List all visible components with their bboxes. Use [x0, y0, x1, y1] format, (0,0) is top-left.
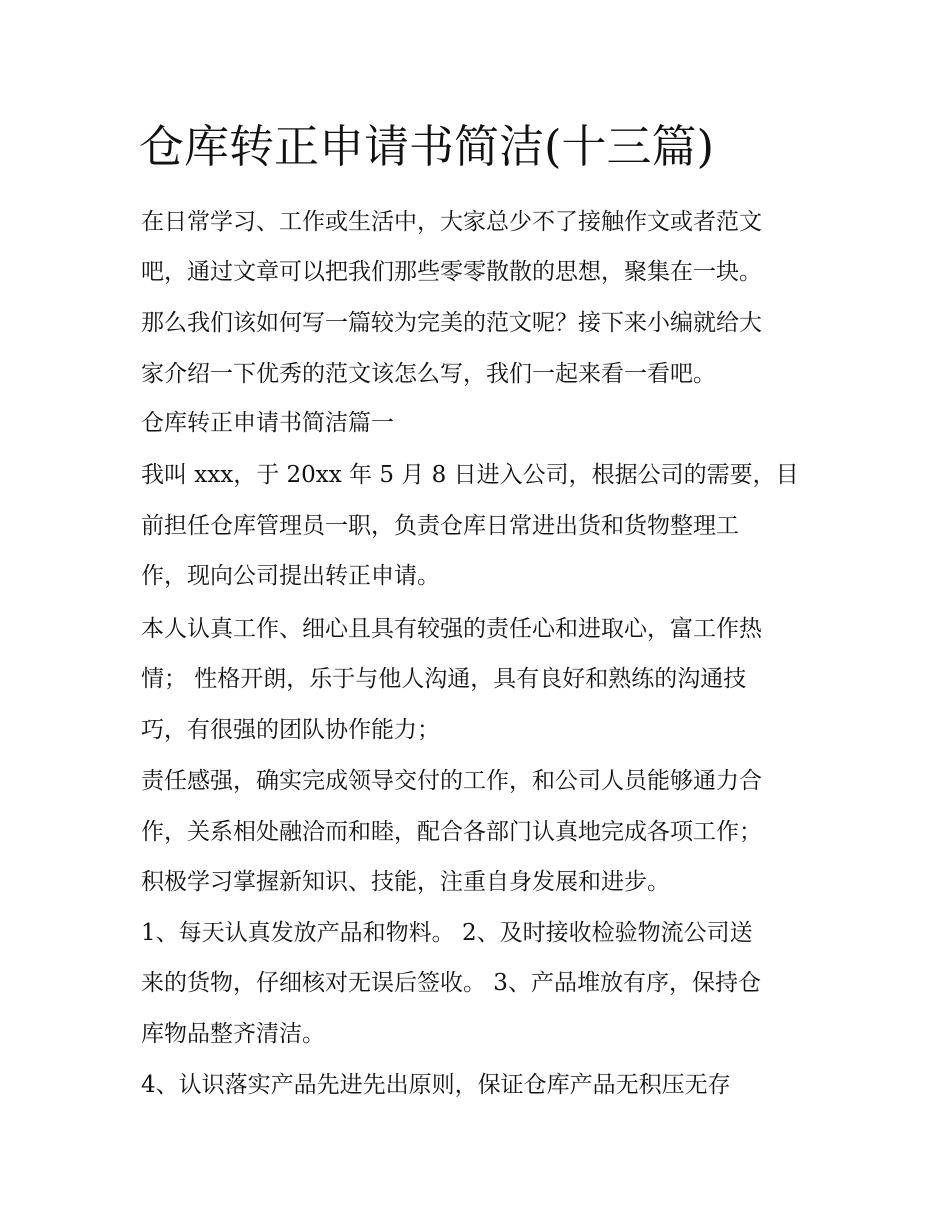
- intro-line-2: 吧，通过文章可以把我们那些零零散散的思想，聚集在一块。: [141, 259, 762, 285]
- paragraph-1-line-1: 我叫 xxx，于 20xx 年 5 月 8 日进入公司，根据公司的需要，目: [141, 462, 799, 488]
- paragraph-1-line-2: 前担任仓库管理员一职，负责仓库日常进出货和货物整理工: [141, 513, 739, 539]
- paragraph-3-line-1: 责任感强，确实完成领导交付的工作，和公司人员能够通力合: [141, 768, 762, 794]
- intro-line-4: 家介绍一下优秀的范文该怎么写，我们一起来看一看吧。: [141, 361, 716, 387]
- task-list-line-2: 来的货物，仔细核对无误后签收。 3、产品堆放有序，保持仓: [141, 970, 761, 996]
- task-list-line-4: 4、认识落实产品先进先出原则，保证仓库产品无积压无存: [141, 1072, 731, 1098]
- paragraph-2-line-2: 情； 性格开朗，乐于与他人沟通，具有良好和熟练的沟通技: [141, 666, 747, 692]
- paragraph-1-line-3: 作，现向公司提出转正申请。: [141, 563, 440, 589]
- task-list-line-3: 库物品整齐清洁。: [141, 1021, 325, 1047]
- intro-line-3: 那么我们该如何写一篇较为完美的范文呢？接下来小编就给大: [141, 310, 762, 336]
- document-title: 仓库转正申请书简洁(十三篇): [139, 120, 715, 173]
- paragraph-2-line-1: 本人认真工作、细心且具有较强的责任心和进取心，富工作热: [141, 616, 762, 642]
- paragraph-3-line-3: 积极学习掌握新知识、技能，注重自身发展和进步。: [141, 869, 670, 895]
- task-list-line-1: 1、每天认真发放产品和物料。 2、及时接收检验物流公司送: [141, 920, 753, 946]
- intro-line-1: 在日常学习、工作或生活中，大家总少不了接触作文或者范文: [141, 209, 762, 235]
- paragraph-3-line-2: 作，关系相处融洽而和睦，配合各部门认真地完成各项工作；: [141, 819, 762, 845]
- section-heading: 仓库转正申请书简洁篇一: [141, 410, 394, 436]
- paragraph-2-line-3: 巧，有很强的团队协作能力；: [141, 717, 440, 743]
